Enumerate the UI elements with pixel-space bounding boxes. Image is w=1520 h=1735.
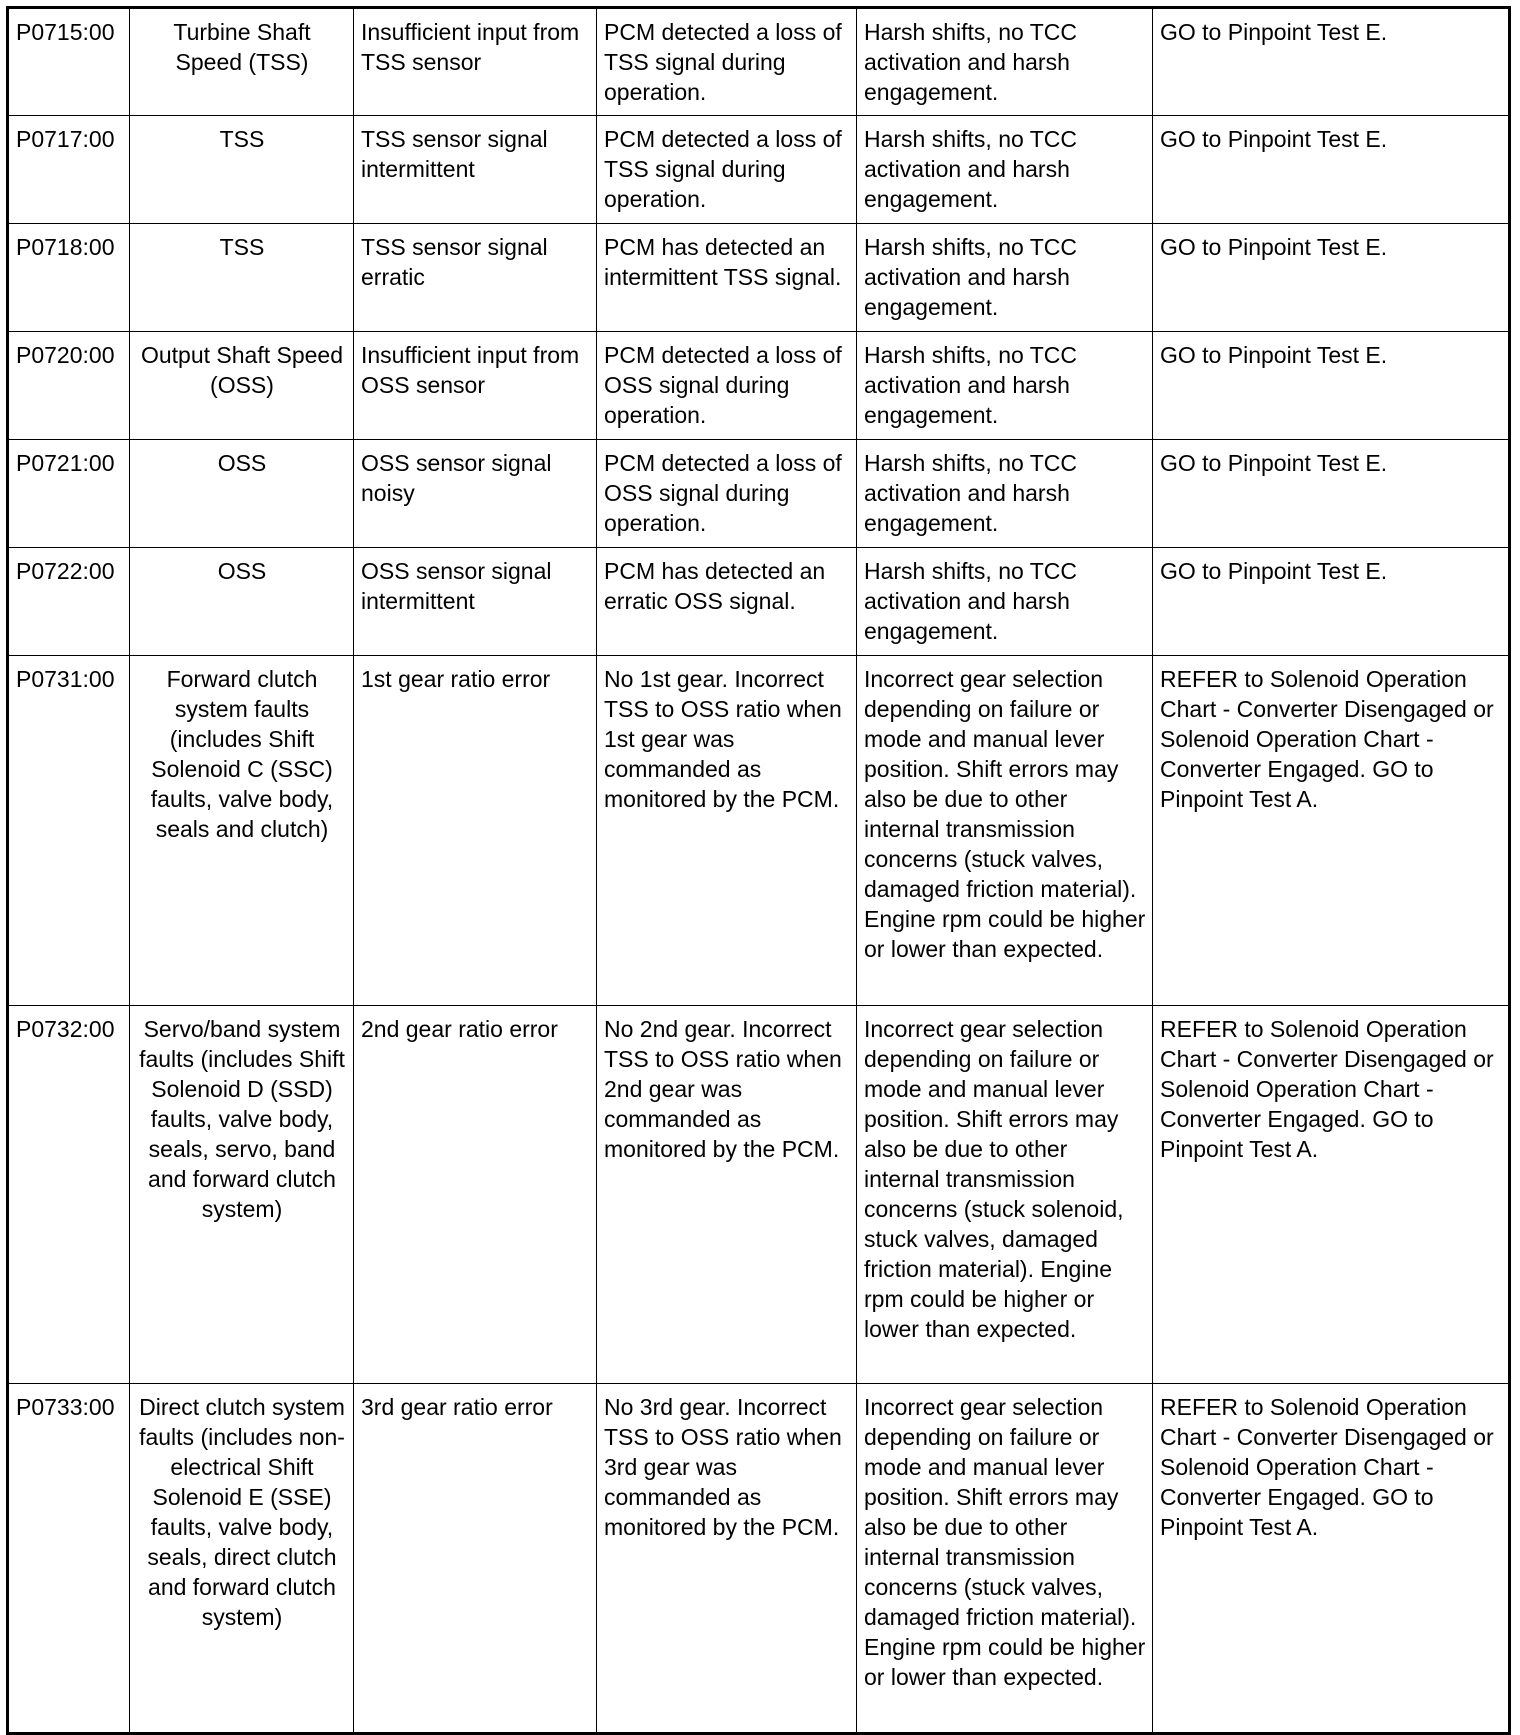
dtc-code-cell: P0731:00 (8, 656, 130, 1006)
system-cell: Servo/band system faults (includes Shift Solenoid D (SSD) faults, valve body, seals, servo, band and forward clutch system) (130, 1006, 354, 1384)
condition-cell: PCM detected a loss of TSS signal during operation. (597, 116, 857, 224)
dtc-code-cell: P0721:00 (8, 440, 130, 548)
action-cell: REFER to Solenoid Operation Chart - Converter Disengaged or Solenoid Operation Chart - Converter Engaged. GO to Pinpoint Test A. (1153, 1006, 1510, 1384)
action-cell: GO to Pinpoint Test E. (1153, 332, 1510, 440)
table-row (8, 224, 1510, 332)
cause-cell: OSS sensor signal intermittent (354, 548, 597, 656)
cause-cell: Insufficient input from OSS sensor (354, 332, 597, 440)
symptom-cell: Incorrect gear selection depending on failure or mode and manual lever position. Shift errors may also be due to other internal transmission concerns (stuck valves, damaged friction material). Engine rpm could be higher or lower than expected. (857, 656, 1153, 1006)
condition-cell: PCM detected a loss of OSS signal during operation. (597, 332, 857, 440)
cause-cell: OSS sensor signal noisy (354, 440, 597, 548)
action-cell: REFER to Solenoid Operation Chart - Converter Disengaged or Solenoid Operation Chart - Converter Engaged. GO to Pinpoint Test A. (1153, 656, 1510, 1006)
table-row (8, 440, 1510, 548)
table-row (8, 656, 1510, 1006)
system-cell: OSS (130, 440, 354, 548)
table-row (8, 8, 1510, 116)
cause-cell: 1st gear ratio error (354, 656, 597, 1006)
table-row (8, 1384, 1510, 1734)
dtc-code-cell: P0717:00 (8, 116, 130, 224)
dtc-code-cell: P0722:00 (8, 548, 130, 656)
table-row (8, 332, 1510, 440)
cause-cell: 3rd gear ratio error (354, 1384, 597, 1734)
condition-cell: PCM has detected an erratic OSS signal. (597, 548, 857, 656)
system-cell: Direct clutch system faults (includes non-electrical Shift Solenoid E (SSE) faults, valve body, seals, direct clutch and forward clutch system) (130, 1384, 354, 1734)
condition-cell: PCM detected a loss of OSS signal during operation. (597, 440, 857, 548)
dtc-code-cell: P0720:00 (8, 332, 130, 440)
system-cell: TSS (130, 116, 354, 224)
symptom-cell: Incorrect gear selection depending on failure or mode and manual lever position. Shift errors may also be due to other internal transmission concerns (stuck valves, damaged friction material). Engine rpm could be higher or lower than expected. (857, 1384, 1153, 1734)
action-cell: GO to Pinpoint Test E. (1153, 8, 1510, 116)
system-cell: Output Shaft Speed (OSS) (130, 332, 354, 440)
action-cell: GO to Pinpoint Test E. (1153, 548, 1510, 656)
system-cell: OSS (130, 548, 354, 656)
condition-cell: PCM has detected an intermittent TSS signal. (597, 224, 857, 332)
condition-cell: No 3rd gear. Incorrect TSS to OSS ratio when 3rd gear was commanded as monitored by the PCM. (597, 1384, 857, 1734)
condition-cell: No 1st gear. Incorrect TSS to OSS ratio when 1st gear was commanded as monitored by the PCM. (597, 656, 857, 1006)
condition-cell: PCM detected a loss of TSS signal during operation. (597, 8, 857, 116)
symptom-cell: Harsh shifts, no TCC activation and harsh engagement. (857, 440, 1153, 548)
action-cell: GO to Pinpoint Test E. (1153, 224, 1510, 332)
symptom-cell: Incorrect gear selection depending on failure or mode and manual lever position. Shift errors may also be due to other internal transmission concerns (stuck solenoid, stuck valves, damaged friction material). Engine rpm could be higher or lower than expected. (857, 1006, 1153, 1384)
table-row (8, 548, 1510, 656)
action-cell: REFER to Solenoid Operation Chart - Converter Disengaged or Solenoid Operation Chart - Converter Engaged. GO to Pinpoint Test A. (1153, 1384, 1510, 1734)
action-cell: GO to Pinpoint Test E. (1153, 116, 1510, 224)
cause-cell: TSS sensor signal intermittent (354, 116, 597, 224)
dtc-code-cell: P0733:00 (8, 1384, 130, 1734)
system-cell: Turbine Shaft Speed (TSS) (130, 8, 354, 116)
symptom-cell: Harsh shifts, no TCC activation and harsh engagement. (857, 224, 1153, 332)
dtc-code-cell: P0718:00 (8, 224, 130, 332)
cause-cell: 2nd gear ratio error (354, 1006, 597, 1384)
symptom-cell: Harsh shifts, no TCC activation and harsh engagement. (857, 8, 1153, 116)
dtc-table-body (8, 8, 1510, 1734)
dtc-code-cell: P0732:00 (8, 1006, 130, 1384)
dtc-code-cell: P0715:00 (8, 8, 130, 116)
symptom-cell: Harsh shifts, no TCC activation and harsh engagement. (857, 116, 1153, 224)
cause-cell: Insufficient input from TSS sensor (354, 8, 597, 116)
table-row (8, 116, 1510, 224)
dtc-table (6, 6, 1511, 1735)
symptom-cell: Harsh shifts, no TCC activation and harsh engagement. (857, 332, 1153, 440)
condition-cell: No 2nd gear. Incorrect TSS to OSS ratio when 2nd gear was commanded as monitored by the PCM. (597, 1006, 857, 1384)
action-cell: GO to Pinpoint Test E. (1153, 440, 1510, 548)
cause-cell: TSS sensor signal erratic (354, 224, 597, 332)
symptom-cell: Harsh shifts, no TCC activation and harsh engagement. (857, 548, 1153, 656)
system-cell: Forward clutch system faults (includes Shift Solenoid C (SSC) faults, valve body, seals and clutch) (130, 656, 354, 1006)
system-cell: TSS (130, 224, 354, 332)
table-row (8, 1006, 1510, 1384)
